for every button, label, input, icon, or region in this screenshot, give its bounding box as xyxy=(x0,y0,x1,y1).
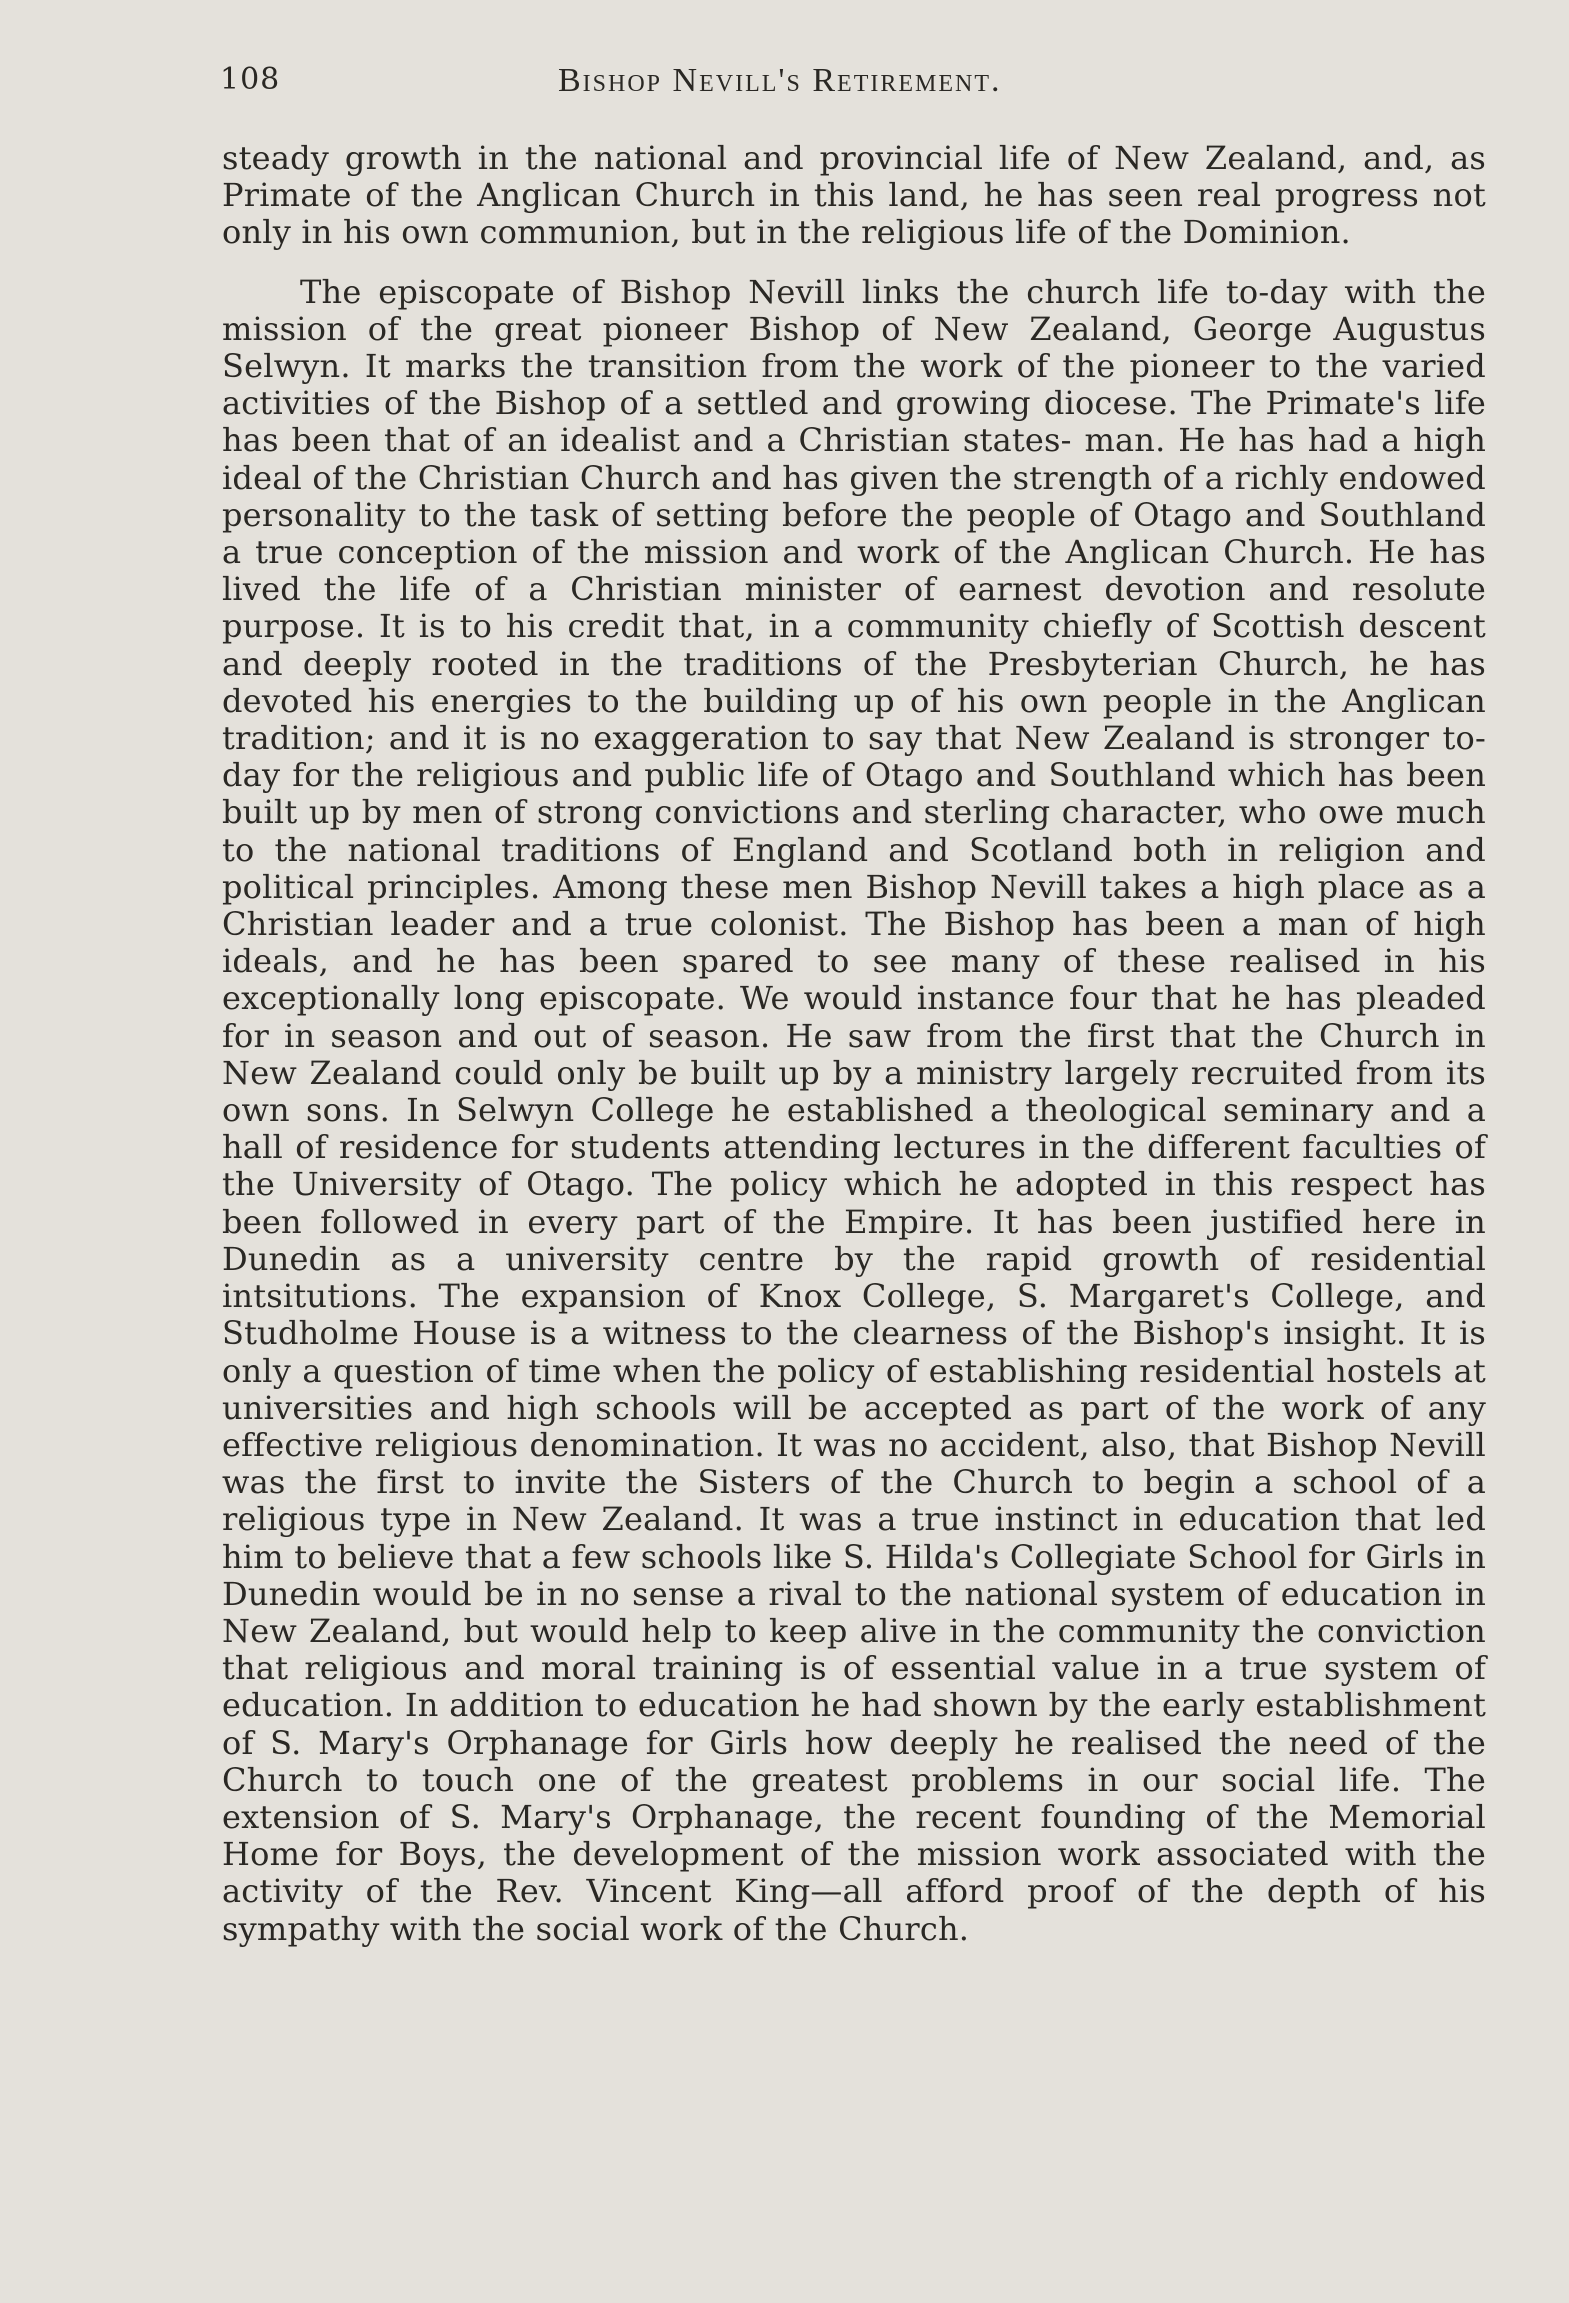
paragraph-episcopate: The episcopate of Bishop Nevill links the church life to-day with the mission of the great pioneer Bishop of New Zealand, George Augustus Selwyn. It marks the transition from the work of the pioneer to the varied activities of the Bishop of a settled and growing diocese. The Primate's life has been that of an idealist and a Christian states- man. He has had a high ideal of the Christian Church and has given the strength of a richly endowed personality to the task of setting before the people of Otago and Southland a true conception of the mission and work of the Anglican Church. He has lived the life of a Christian minister of earnest devotion and resolute purpose. It is to his credit that, in a community chiefly of Scottish descent and deeply rooted in the traditions of the Presbyterian Church, he has devoted his energies to the building up of his own people in the Anglican tradition; and it is no exaggeration to say that New Zealand is stronger to-day for the religious and public life of Otago and Southland which has been built up by men of strong convictions and sterling character, who owe much to the national traditions of England and Scotland both in religion and political principles. Among these men Bishop Nevill takes a high place as a Christian leader and a true colonist. The Bishop has been a man of high ideals, and he has been spared to see many of these realised in his exceptionally long episcopate. We would instance four that he has pleaded for in season and out of season. He saw from the first that the Church in New Zealand could only be built up by a ministry largely recruited from its own sons. In Selwyn College he established a theological seminary and a hall of residence for students attending lectures in the different faculties of the University of Otago. The policy which he adopted in this respect has been followed in every part of the Empire. It has been justified here in Dunedin as a university centre by the rapid growth of residential intsitutions. The expansion of Knox College, S. Margaret's College, and Studholme House is a witness to the clearness of the Bishop's insight. It is only a question of time when the policy of establishing residential hostels at universities and high schools will be accepted as part of the work of any effective religious denomination. It was no accident, also, that Bishop Nevill was the first to invite the Sisters of the Church to begin a school of a religious type in New Zealand. It was a true instinct in education that led him to believe that a few schools like S. Hilda's Collegiate School for Girls in Dunedin would be in no sense a rival to the national system of education in New Zealand, but would help to keep alive in the community the conviction that religious and moral training is of essential value in a true system of education. In addition to education he had shown by the early establishment of S. Mary's Orphanage for Girls how deeply he realised the need of the Church to touch one of the greatest problems in our social life. The extension of S. Mary's Orphanage, the recent founding of the Memorial Home for Boys, the development of the mission work associated with the activity of the Rev. Vincent King—all afford proof of the depth of his sympathy with the social work of the Church. xyxy=(222,272,1486,1948)
page-number: 108 xyxy=(220,62,281,97)
page-header xyxy=(220,62,1495,112)
body-text xyxy=(222,140,1486,1948)
running-title: Bishop Nevill's Retirement. xyxy=(558,62,1002,99)
paragraph-continued: steady growth in the national and provincial life of New Zealand, and, as Primate of the Anglican Church in this land, he has seen real progress not only in his own communion, but in the religious life of the Dominion. xyxy=(222,139,1486,252)
